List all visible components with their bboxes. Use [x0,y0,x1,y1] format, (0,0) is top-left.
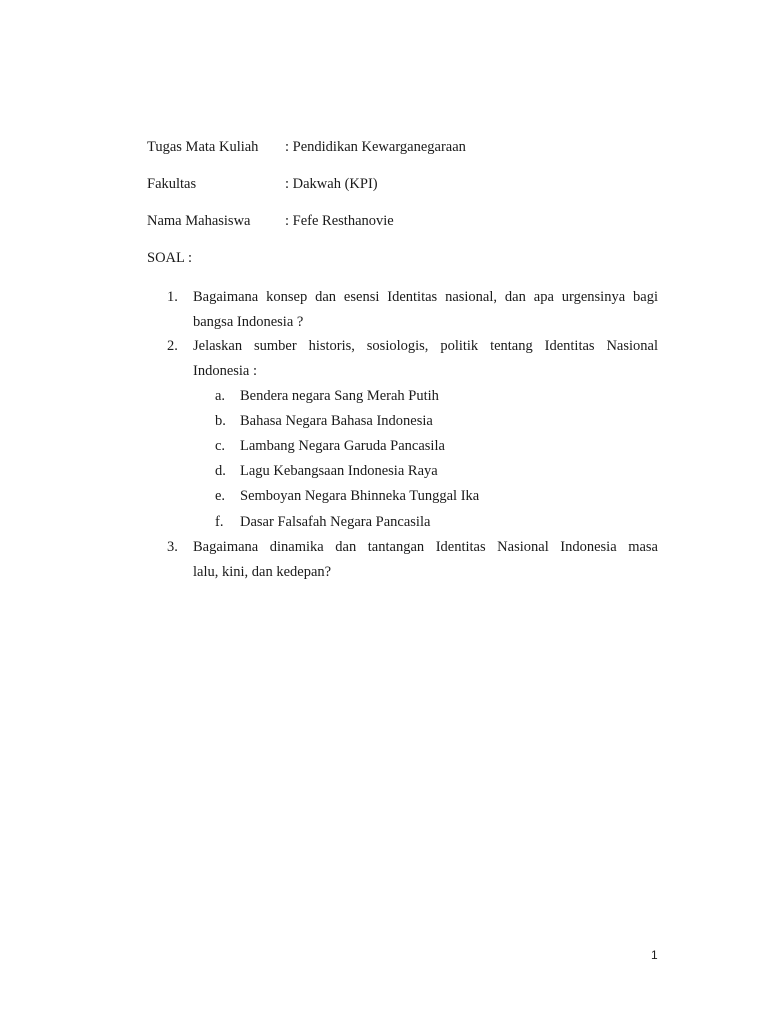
page-number: 1 [651,948,658,962]
sub-item-text: Bendera negara Sang Merah Putih [240,388,439,404]
faculty-row [147,174,667,194]
student-name-row [147,211,667,231]
course-label: Tugas Mata Kuliah [147,139,259,155]
question-number: 2. [167,338,178,354]
sub-item-c [215,434,655,459]
sub-item-d [215,459,655,484]
sub-item-e [215,484,655,509]
question-text [193,334,658,384]
sub-item-letter: f. [215,514,224,530]
faculty-value: : Dakwah (KPI) [285,176,378,192]
course-value: : Pendidikan Kewarganegaraan [285,139,466,155]
sub-item-letter: e. [215,488,226,504]
question-text [193,285,658,335]
sub-item-text: Bahasa Negara Bahasa Indonesia [240,413,433,429]
question-line: Bagaimana konsep dan esensi Identitas nasional, dan apa urgensinya bagi [193,289,658,305]
sub-item-text: Lambang Negara Garuda Pancasila [240,438,445,454]
question-line: Bagaimana dinamika dan tantangan Identitas Nasional Indonesia masa [193,539,658,555]
student-name-value: : Fefe Resthanovie [285,213,394,229]
question-line: bangsa Indonesia ? [193,314,304,330]
sub-item-letter: a. [215,388,226,404]
question-line: Indonesia : [193,363,258,379]
faculty-label: Fakultas [147,176,197,192]
sub-item-letter: d. [215,463,226,479]
sub-item-text: Dasar Falsafah Negara Pancasila [240,514,431,530]
sub-item-letter: c. [215,438,226,454]
question-line: Jelaskan sumber historis, sosiologis, politik tentang Identitas Nasional [193,338,658,354]
question-number: 1. [167,289,178,305]
sub-item-text: Semboyan Negara Bhinneka Tunggal Ika [240,488,480,504]
sub-item-b [215,409,655,434]
soal-heading: SOAL : [147,250,192,266]
sub-item-text: Lagu Kebangsaan Indonesia Raya [240,463,438,479]
sub-item-letter: b. [215,413,226,429]
sub-item-a [215,384,655,409]
sub-item-f [215,510,655,535]
question-text [193,535,658,585]
student-name-label: Nama Mahasiswa [147,213,251,229]
question-number: 3. [167,539,178,555]
question-line: lalu, kini, dan kedepan? [193,564,332,580]
course-row [147,137,667,157]
